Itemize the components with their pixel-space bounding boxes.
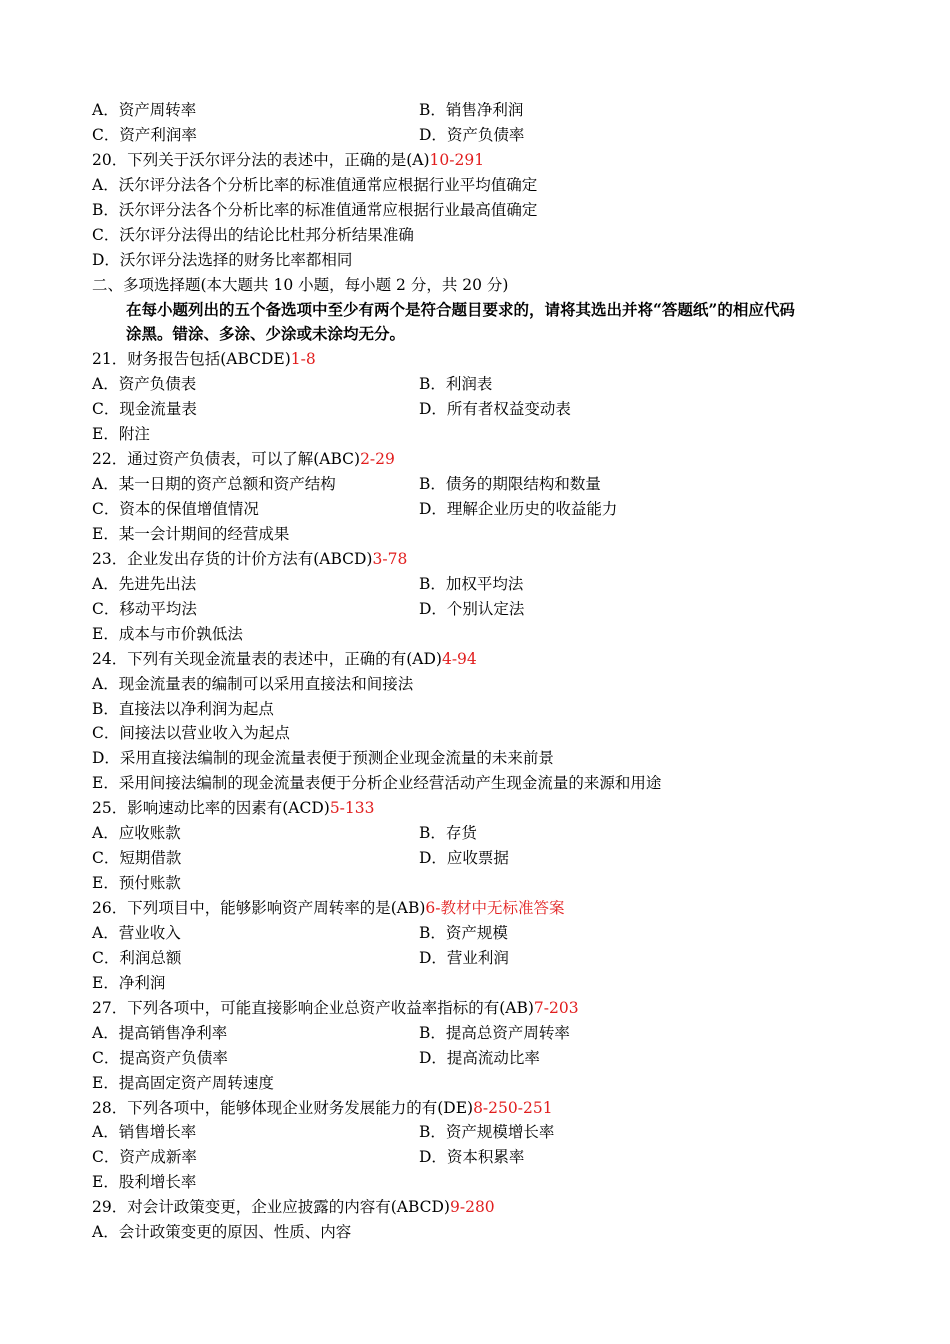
answer-reference: 9-280 (449, 1198, 495, 1217)
question-stem (92, 896, 892, 921)
answer-reference: 4-94 (441, 649, 477, 668)
answer-reference: 6-教材中无标准答案 (425, 899, 565, 917)
option-pair-row (92, 372, 892, 397)
option-line (92, 223, 892, 248)
option-right: B．利润表 (419, 375, 493, 394)
option-text: E．采用间接法编制的现金流量表便于分析企业经营活动产生现金流量的来源和用途 (92, 774, 662, 793)
option-line (92, 522, 892, 547)
option-text: E．某一会计期间的经营成果 (92, 524, 290, 543)
option-right: B．资产规模 (419, 923, 508, 942)
option-left: A．提高销售净利率 (92, 1023, 228, 1042)
option-text: B．直接法以净利润为起点 (92, 699, 274, 718)
section-heading (92, 273, 892, 298)
option-line (92, 1170, 892, 1195)
option-text: E．股利增长率 (92, 1173, 197, 1192)
option-right: D．营业利润 (419, 948, 509, 967)
option-pair-row (92, 597, 892, 622)
option-left: C．短期借款 (92, 849, 182, 868)
exam-document (92, 98, 892, 1245)
option-left: A．某一日期的资产总额和资产结构 (92, 475, 336, 494)
question-text: 21．财务报告包括(ABCDE) (92, 350, 291, 369)
option-pair-row (92, 821, 892, 846)
question-text: 27．下列各项中，可能直接影响企业总资产收益率指标的有(AB) (92, 998, 534, 1017)
option-text: A．沃尔评分法各个分析比率的标准值通常应根据行业平均值确定 (92, 175, 538, 194)
option-left: A．资产负债表 (92, 375, 197, 394)
option-right: B．销售净利润 (419, 101, 524, 119)
option-left: C．资产利润率 (92, 125, 197, 144)
option-line (92, 971, 892, 996)
question-stem (92, 1195, 892, 1220)
question-text: 26．下列项目中，能够影响资产周转率的是(AB) (92, 899, 426, 917)
option-text: C．间接法以营业收入为起点 (92, 724, 290, 743)
option-pair-row (92, 1120, 892, 1145)
option-line (92, 721, 892, 746)
option-text: E．预付账款 (92, 874, 181, 893)
question-text: 23．企业发出存货的计价方法有(ABCD) (92, 549, 373, 568)
answer-reference: 2-29 (360, 450, 395, 469)
option-pair-row (92, 946, 892, 971)
section-instruction (92, 298, 892, 323)
option-pair-row (92, 497, 892, 522)
option-right: B．债务的期限结构和数量 (419, 475, 601, 494)
option-line (92, 672, 892, 697)
option-line (92, 871, 892, 896)
option-text: E．净利润 (92, 973, 166, 992)
option-right: D．提高流动比率 (419, 1048, 540, 1067)
option-line (92, 622, 892, 647)
section-instruction (92, 322, 892, 347)
option-line (92, 1220, 892, 1245)
option-line (92, 422, 892, 447)
option-text: A．现金流量表的编制可以采用直接法和间接法 (92, 674, 414, 693)
question-text: 20．下列关于沃尔评分法的表述中，正确的是(A) (92, 150, 430, 169)
option-right: B．存货 (419, 824, 477, 843)
option-text: E．提高固定资产周转速度 (92, 1073, 274, 1092)
option-left: A．销售增长率 (92, 1123, 197, 1142)
question-stem (92, 647, 892, 672)
question-stem (92, 1096, 892, 1121)
section-instruction-text: 涂黑。错涂、多涂、少涂或未涂均无分。 (126, 324, 406, 344)
option-text: A．会计政策变更的原因、性质、内容 (92, 1223, 352, 1242)
option-left: A．营业收入 (92, 923, 181, 942)
option-text: E．附注 (92, 425, 150, 444)
option-text: D．采用直接法编制的现金流量表便于预测企业现金流量的未来前景 (92, 749, 554, 768)
option-left: C．利润总额 (92, 948, 182, 967)
option-right: D．应收票据 (419, 849, 509, 868)
option-line (92, 248, 892, 273)
question-text: 29．对会计政策变更，企业应披露的内容有(ABCD) (92, 1198, 450, 1217)
option-pair-row (92, 572, 892, 597)
question-text: 22．通过资产负债表，可以了解(ABC) (92, 450, 361, 469)
option-pair-row (92, 1021, 892, 1046)
section-instruction-text: 在每小题列出的五个备选项中至少有两个是符合题目要求的，请将其选出并将“答题纸”的相应代码 (126, 299, 795, 319)
option-line (92, 771, 892, 796)
option-left: A．应收账款 (92, 824, 181, 843)
answer-reference: 5-133 (329, 799, 375, 818)
question-stem (92, 796, 892, 821)
answer-reference: 3-78 (372, 549, 408, 568)
option-line (92, 198, 892, 223)
question-text: 28．下列各项中，能够体现企业财务发展能力的有(DE) (92, 1098, 474, 1117)
option-pair-row (92, 846, 892, 871)
option-right: B．提高总资产周转率 (419, 1023, 570, 1042)
option-left: A．先进先出法 (92, 574, 197, 593)
question-stem (92, 148, 892, 173)
option-pair-row (92, 472, 892, 497)
option-text: B．沃尔评分法各个分析比率的标准值通常应根据行业最高值确定 (92, 200, 538, 219)
option-left: C．资本的保值增值情况 (92, 500, 259, 518)
option-left: C．移动平均法 (92, 599, 197, 618)
option-left: C．提高资产负债率 (92, 1048, 228, 1067)
question-stem (92, 547, 892, 572)
answer-reference: 1-8 (290, 350, 316, 369)
option-right: B．加权平均法 (419, 574, 524, 593)
option-left: A．资产周转率 (92, 101, 197, 119)
question-stem (92, 347, 892, 372)
option-pair-row (92, 98, 892, 123)
option-pair-row (92, 1046, 892, 1071)
option-right: B．资产规模增长率 (419, 1123, 555, 1142)
option-line (92, 1071, 892, 1096)
answer-reference: 10-291 (429, 150, 485, 169)
option-text: E．成本与市价孰低法 (92, 624, 243, 643)
option-pair-row (92, 397, 892, 422)
option-line (92, 173, 892, 198)
option-left: C．资产成新率 (92, 1148, 197, 1167)
answer-reference: 7-203 (533, 998, 579, 1017)
option-left: C．现金流量表 (92, 400, 197, 419)
option-pair-row (92, 921, 892, 946)
option-text: C．沃尔评分法得出的结论比杜邦分析结果准确 (92, 225, 414, 244)
question-stem (92, 996, 892, 1021)
option-text: D．沃尔评分法选择的财务比率都相同 (92, 250, 353, 269)
option-right: D．个别认定法 (419, 599, 525, 618)
question-stem (92, 447, 892, 472)
question-text: 25．影响速动比率的因素有(ACD) (92, 799, 330, 818)
option-right: D．资本积累率 (419, 1148, 525, 1167)
option-right: D．资产负债率 (419, 125, 525, 144)
section-heading-text: 二、多项选择题(本大题共 10 小题，每小题 2 分，共 20 分) (92, 275, 509, 294)
option-line (92, 746, 892, 771)
option-right: D．理解企业历史的收益能力 (419, 500, 618, 518)
question-text: 24．下列有关现金流量表的表述中，正确的有(AD) (92, 649, 442, 668)
option-line (92, 697, 892, 722)
answer-reference: 8-250-251 (473, 1098, 553, 1117)
option-pair-row (92, 1145, 892, 1170)
option-pair-row (92, 123, 892, 148)
option-right: D．所有者权益变动表 (419, 400, 571, 419)
